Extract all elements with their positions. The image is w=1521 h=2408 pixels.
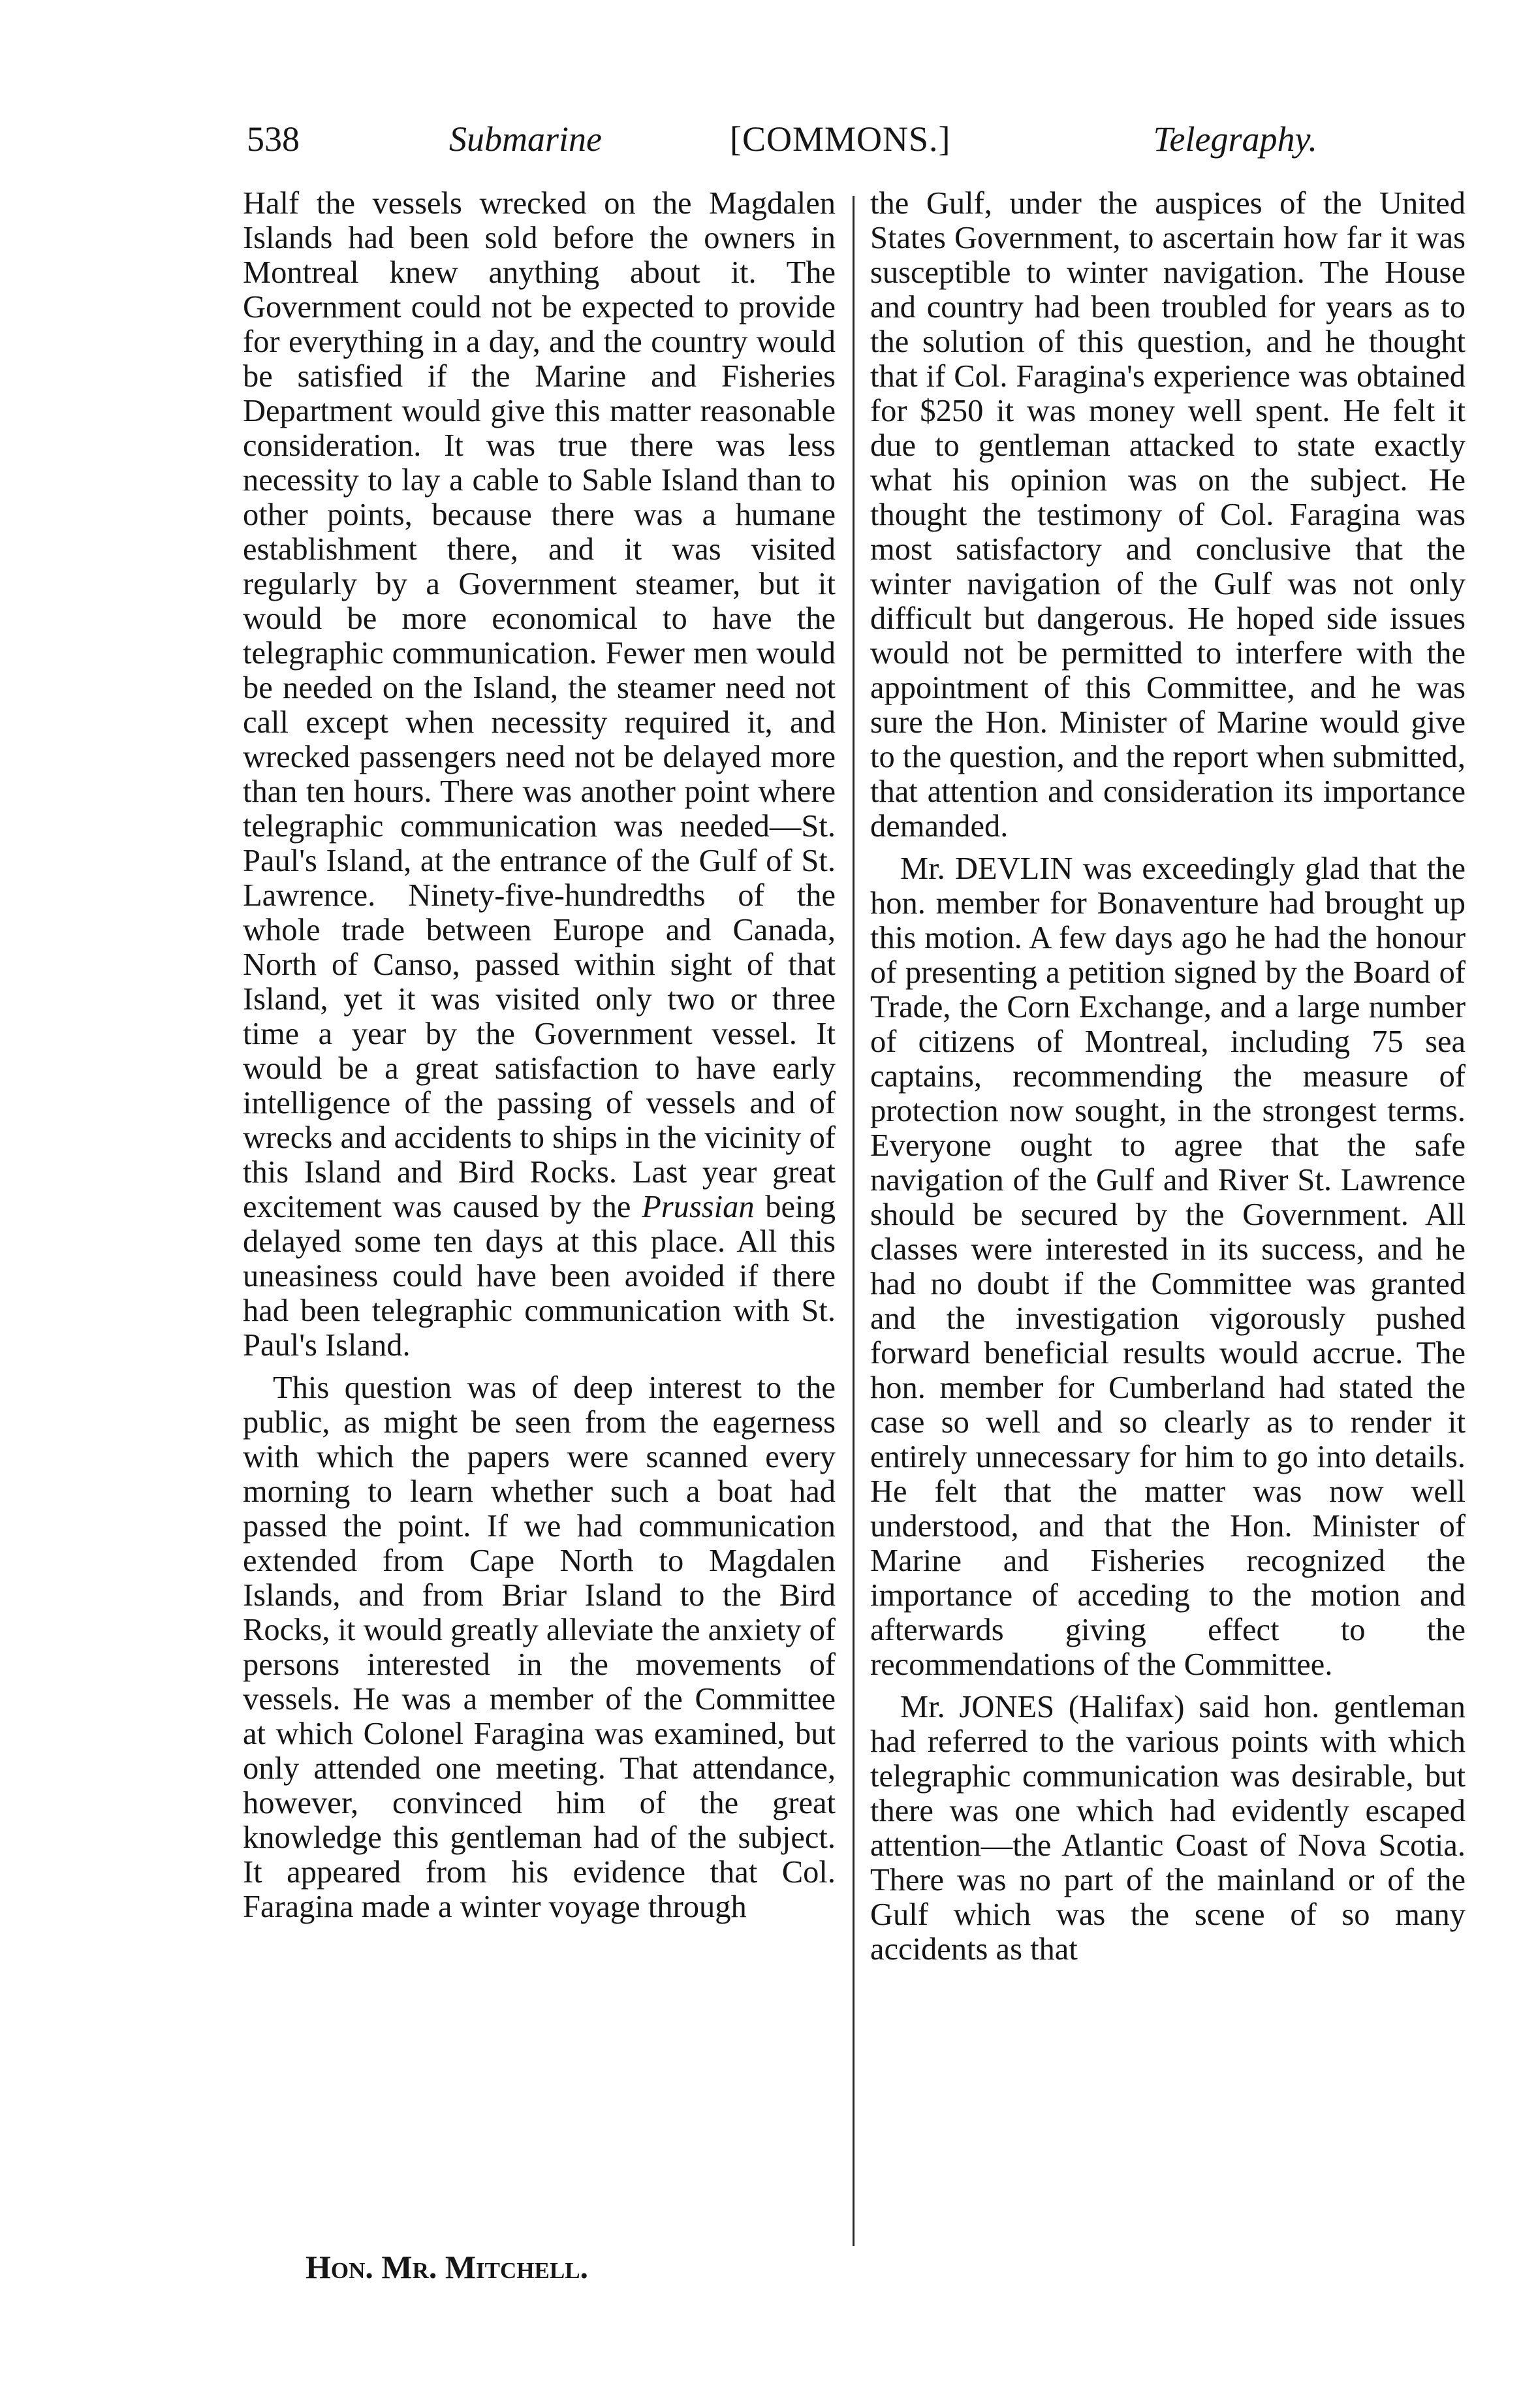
header-right-title: Telegraphy. [1153,119,1317,159]
left-column [243,186,836,1924]
ship-name: Prussian [642,1190,755,1224]
speaker-footer: Hon. Mr. Mitchell. [306,2249,589,2285]
right-paragraph-3: Mr. JONES (Halifax) said hon. gentleman had referred to the various points with which telegraphic communication was desirable, but there was one which had evidently escaped attention—the Atlantic Coast of Nova Scotia. There was no part of the mainland or of the Gulf which was the scene of so many accidents as that [870,1690,1466,1967]
right-column [870,186,1466,1967]
page-number: 538 [247,119,300,159]
header-left-title: Submarine [449,119,602,159]
right-paragraph-2: Mr. DEVLIN was exceedingly glad that the hon. member for Bonaventure had brought up this motion. A few days ago he had the honour of presenting a petition signed by the Board of Trade, the Corn Exchange, and a large number of citizens of Montreal, including 75 sea captains, recommending the measure of protection now sought, in the strongest terms. Everyone ought to agree that the safe navigation of the Gulf and River St. Lawrence should be secured by the Government. All classes were interested in its success, and he had no doubt if the Committee was granted and the investigation vigorously pushed forward beneficial results would accrue. The hon. member for Cumberland had stated the case so well and so clearly as to render it entirely unnecessary for him to go into details. He felt that the matter was now well understood, and that the Hon. Minister of Marine and Fisheries recognized the importance of acceding to the motion and afterwards giving effect to the recommendations of the Committee. [870,851,1466,1682]
left-paragraph-1-end: being delayed some ten days at this place. All this uneasiness could have been avoided if there had been telegraphic communication with St. Paul's Island. [243,1190,836,1363]
running-header [247,110,1317,168]
right-paragraph-1: the Gulf, under the auspices of the United States Government, to ascertain how far it was susceptible to winter navigation. The House and country had been troubled for years as to the solution of this question, and he thought that if Col. Faragina's experience was obtained for $250 it was money well spent. He felt it due to gentleman attacked to state exactly what his opinion was on the subject. He thought the testimony of Col. Faragina was most satisfactory and conclusive that the winter navigation of the Gulf was not only difficult but dangerous. He hoped side issues would not be permitted to interfere with the appointment of this Committee, and he was sure the Hon. Minister of Marine would give to the question, and the report when submitted, that attention and consideration its importance demanded. [870,186,1466,844]
header-center-title: [COMMONS.] [730,119,951,159]
left-paragraph-1-text: Half the vessels wrecked on the Magdalen Islands had been sold before the owners in Montreal knew anything about it. The Government could not be expected to provide for everything in a day, and the country would be satisfied if the Marine and Fisheries Department would give this matter reasonable consideration. It was true there was less necessity to lay a cable to Sable Island than to other points, because there was a humane establishment there, and it was visited regularly by a Government steamer, but it would be more economical to have the telegraphic communication. Fewer men would be needed on the Island, the steamer need not call except when necessity required it, and wrecked passengers need not be delayed more than ten hours. There was another point where telegraphic communication was needed—St. Paul's Island, at the entrance of the Gulf of St. Lawrence. Ninety-five-hundredths of the whole trade between Europe and Canada, North of Canso, passed within sight of that Island, yet it was visited only two or three time a year by the Government vessel. It would be a great satisfaction to have early intelligence of the passing of vessels and of wrecks and accidents to ships in the vicinity of this Island and Bird Rocks. Last year great excitement was caused by the [243,186,836,1224]
left-paragraph-2: This question was of deep interest to the public, as might be seen from the eagerness with which the papers were scanned every morning to learn whether such a boat had passed the point. If we had communication extended from Cape North to Magdalen Islands, and from Briar Island to the Bird Rocks, it would greatly alleviate the anxiety of persons interested in the movements of vessels. He was a member of the Committee at which Colonel Faragina was examined, but only attended one meeting. That attendance, however, convinced him of the great knowledge this gentleman had of the subject. It appeared from his evidence that Col. Faragina made a winter voyage through [243,1370,836,1924]
column-divider [853,196,855,2246]
left-paragraph-1 [243,186,836,1363]
